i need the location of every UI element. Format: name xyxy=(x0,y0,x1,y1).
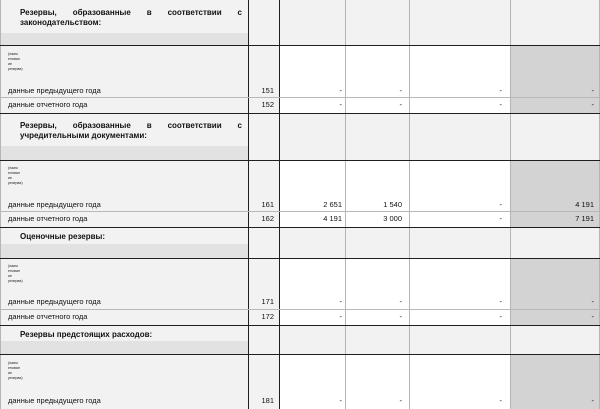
code-cell xyxy=(248,0,279,45)
value-cell-text: - xyxy=(591,86,594,95)
section-title: Резервы предстоящих расходов: xyxy=(20,330,153,339)
value-cell-text: - xyxy=(399,297,402,306)
value-cell-text: - xyxy=(499,86,502,95)
section-title: Оценочные резервы: xyxy=(20,232,106,241)
value-cell xyxy=(279,228,345,258)
value-cell-text: - xyxy=(499,396,502,405)
row-separator xyxy=(0,45,600,46)
value-cell-text: - xyxy=(499,100,502,109)
value-cell-text: - xyxy=(399,396,402,405)
value-cell xyxy=(510,114,600,160)
row-separator xyxy=(0,309,600,310)
row-separator xyxy=(0,227,600,228)
value-cell-text: - xyxy=(591,312,594,321)
row-label: данные отчетного года xyxy=(8,312,88,321)
value-cell xyxy=(409,228,510,258)
section-header-band xyxy=(0,33,248,45)
value-cell xyxy=(345,326,409,354)
section-header-band xyxy=(0,341,248,354)
value-cell xyxy=(409,114,510,160)
value-cell xyxy=(510,0,600,45)
section-header-band xyxy=(0,244,248,258)
value-cell-text: 1 540 xyxy=(383,200,402,209)
value-cell xyxy=(279,0,345,45)
code-cell xyxy=(248,228,279,258)
section-header-band xyxy=(0,146,248,160)
value-cell xyxy=(279,326,345,354)
row-label: данные предыдущего года xyxy=(8,200,101,209)
value-cell-text: - xyxy=(399,312,402,321)
value-cell xyxy=(345,0,409,45)
value-cell xyxy=(345,114,409,160)
value-cell xyxy=(345,228,409,258)
row-code: 151 xyxy=(261,86,274,95)
value-cell xyxy=(279,114,345,160)
grid-line xyxy=(0,0,1,409)
row-code: 171 xyxy=(261,297,274,306)
row-label: данные предыдущего года xyxy=(8,297,101,306)
value-cell-text: - xyxy=(499,200,502,209)
row-separator xyxy=(0,97,600,98)
value-cell xyxy=(510,326,600,354)
value-cell-text: - xyxy=(591,396,594,405)
row-separator xyxy=(0,211,600,212)
row-separator xyxy=(0,113,600,114)
row-code: 162 xyxy=(261,214,274,223)
reserve-name-caption: (наим енован ие резерва) xyxy=(8,264,23,283)
section-title: Резервы, образованные в соответствии с учредительными документами: xyxy=(20,121,242,140)
value-cell-text: 7 191 xyxy=(575,214,594,223)
value-cell-text: 2 651 xyxy=(323,200,342,209)
value-cell-text: - xyxy=(399,100,402,109)
code-cell xyxy=(248,114,279,160)
row-separator xyxy=(0,160,600,161)
reserve-name-caption: (наим енован ие резерва) xyxy=(8,166,23,185)
row-separator xyxy=(0,354,600,355)
row-code: 152 xyxy=(261,100,274,109)
value-cell-text: - xyxy=(591,297,594,306)
value-cell-text: - xyxy=(339,86,342,95)
row-code: 181 xyxy=(261,396,274,405)
value-cell-text: - xyxy=(339,396,342,405)
value-cell-text: - xyxy=(339,312,342,321)
value-cell-text: 4 191 xyxy=(575,200,594,209)
value-cell-text: - xyxy=(591,100,594,109)
row-code: 161 xyxy=(261,200,274,209)
value-cell-text: - xyxy=(339,100,342,109)
value-cell xyxy=(409,326,510,354)
value-cell-text: - xyxy=(339,297,342,306)
value-cell-text: - xyxy=(499,312,502,321)
row-separator xyxy=(0,258,600,259)
row-label: данные отчетного года xyxy=(8,214,88,223)
value-cell xyxy=(510,228,600,258)
reserve-name-caption: (наим енован ие резерва) xyxy=(8,52,23,71)
value-cell-text: - xyxy=(499,297,502,306)
value-cell xyxy=(409,0,510,45)
row-separator xyxy=(0,325,600,326)
value-cell-text: - xyxy=(499,214,502,223)
section-title: Резервы, образованные в соответствии с законодательством: xyxy=(20,8,242,27)
row-label: данные предыдущего года xyxy=(8,396,101,405)
code-cell xyxy=(248,326,279,354)
reserve-name-caption: (наим енован ие резерва) xyxy=(8,361,23,380)
value-cell-text: - xyxy=(399,86,402,95)
row-label: данные отчетного года xyxy=(8,100,88,109)
value-cell-text: 4 191 xyxy=(323,214,342,223)
row-label: данные предыдущего года xyxy=(8,86,101,95)
value-cell-text: 3 000 xyxy=(383,214,402,223)
row-code: 172 xyxy=(261,312,274,321)
